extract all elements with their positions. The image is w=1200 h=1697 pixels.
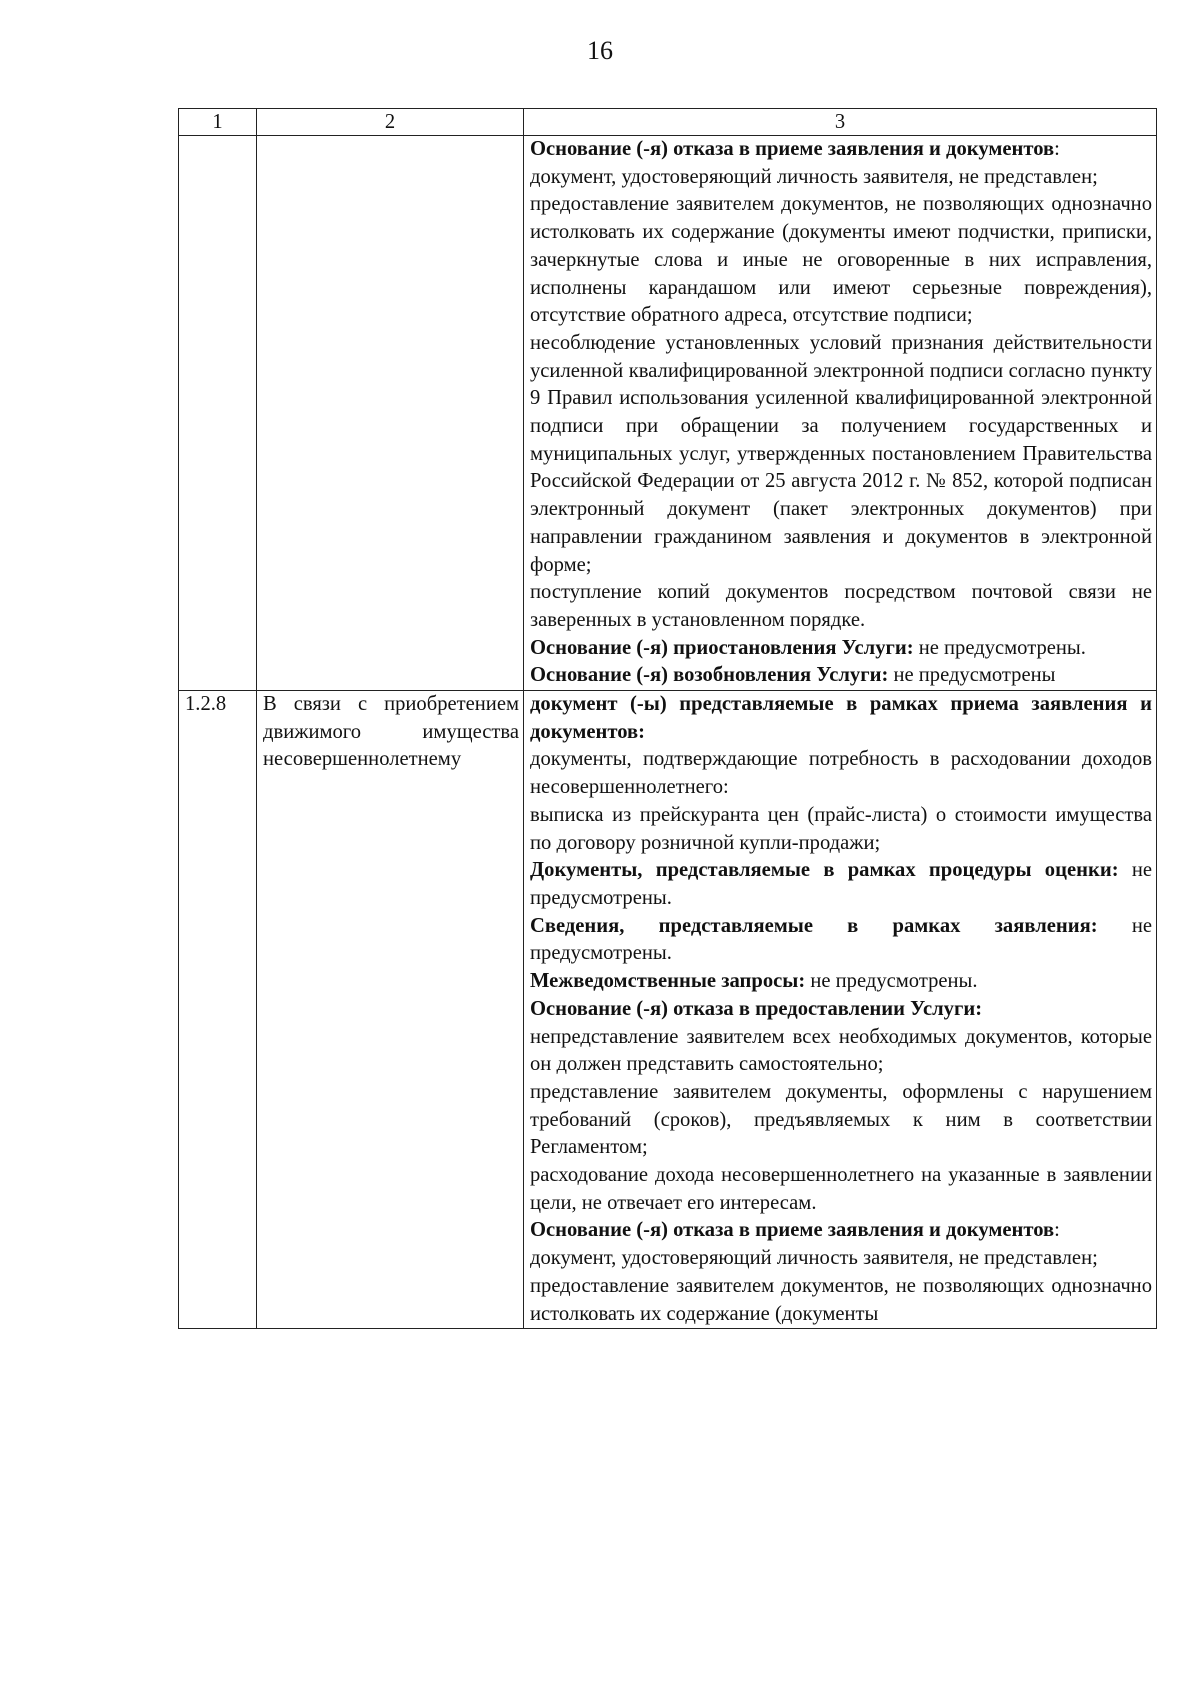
- content-paragraph: документ, удостоверяющий личность заявителя, не представлен;: [530, 165, 1098, 188]
- table-row: [179, 136, 1157, 691]
- row-number: [179, 136, 257, 691]
- content-paragraph: предоставление заявителем документов, не позволяющих однозначно истолковать их содержание (документы имеют подчистки, приписки, зачеркнутые слова и иные не оговоренные в них исправления, исполнены карандашом или имеют серьезные повреждения), отсутствие обратного адреса, отсутствие подписи;: [530, 193, 1152, 327]
- content-paragraph: Основание (-я) отказа в предоставлении Услуги:: [530, 997, 983, 1020]
- content-paragraph: непредставление заявителем всех необходимых документов, которые он должен представить самостоятельно;: [530, 1025, 1152, 1076]
- row-content: [524, 136, 1157, 691]
- content-paragraph: документ, удостоверяющий личность заявителя, не представлен;: [530, 1247, 1098, 1270]
- table-header-row: [179, 109, 1157, 136]
- column-header-2: 2: [257, 109, 524, 136]
- table-row: [179, 691, 1157, 1329]
- content-paragraph: Основание (-я) приостановления Услуги: не предусмотрены.: [530, 636, 1086, 659]
- row-subject: [257, 136, 524, 691]
- content-paragraph: Основание (-я) отказа в приеме заявления и документов:: [530, 1219, 1060, 1242]
- page-number: 16: [587, 36, 613, 65]
- regulation-table: [178, 108, 1157, 1329]
- row-number: 1.2.8: [179, 691, 257, 1329]
- content-paragraph: Основание (-я) возобновления Услуги: не предусмотрены: [530, 664, 1056, 687]
- column-header-1: 1: [179, 109, 257, 136]
- content-paragraph: документ (-ы) представляемые в рамках приема заявления и документов:: [530, 693, 1152, 743]
- content-paragraph: Основание (-я) отказа в приеме заявления и документов:: [530, 138, 1060, 160]
- content-paragraph: документы, подтверждающие потребность в расходовании доходов несовершеннолетнего:: [530, 748, 1152, 799]
- content-paragraph: представление заявителем документы, оформлены с нарушением требований (сроков), предъявляемых к ним в соответствии Регламентом;: [530, 1080, 1152, 1159]
- content-paragraph: Сведения, представляемые в рамках заявления: не предусмотрены.: [530, 914, 1153, 965]
- content-paragraph: Документы, представляемые в рамках процедуры оценки: не предусмотрены.: [530, 859, 1152, 909]
- content-paragraph: предоставление заявителем документов, не позволяющих однозначно истолковать их содержание (документы: [530, 1274, 1152, 1325]
- content-paragraph: поступление копий документов посредством почтовой связи не заверенных в установленном порядке.: [530, 581, 1152, 631]
- content-paragraph: расходование дохода несовершеннолетнего на указанные в заявлении цели, не отвечает его интересам.: [530, 1164, 1152, 1214]
- content-paragraph: выписка из прейскуранта цен (прайс-листа) о стоимости имущества по договору розничной купли-продажи;: [530, 803, 1152, 854]
- row-subject: В связи с приобретением движимого имущества несовершеннолетнему: [257, 691, 524, 1329]
- content-paragraph: Межведомственные запросы: не предусмотрены.: [530, 970, 978, 993]
- row-content: [524, 691, 1157, 1329]
- content-paragraph: несоблюдение установленных условий признания действительности усиленной квалифицированной электронной подписи согласно пункту 9 Правил использования усиленной квалифицированной электронной подписи при обращении за получением государственных и муниципальных услуг, утвержденных постановлением Правительства Российской Федерации от 25 августа 2012 г. № 852, которой подписан электронный документ (пакет электронных документов) при направлении гражданином заявления и документов в электронной форме;: [530, 331, 1152, 576]
- column-header-3: 3: [524, 109, 1157, 136]
